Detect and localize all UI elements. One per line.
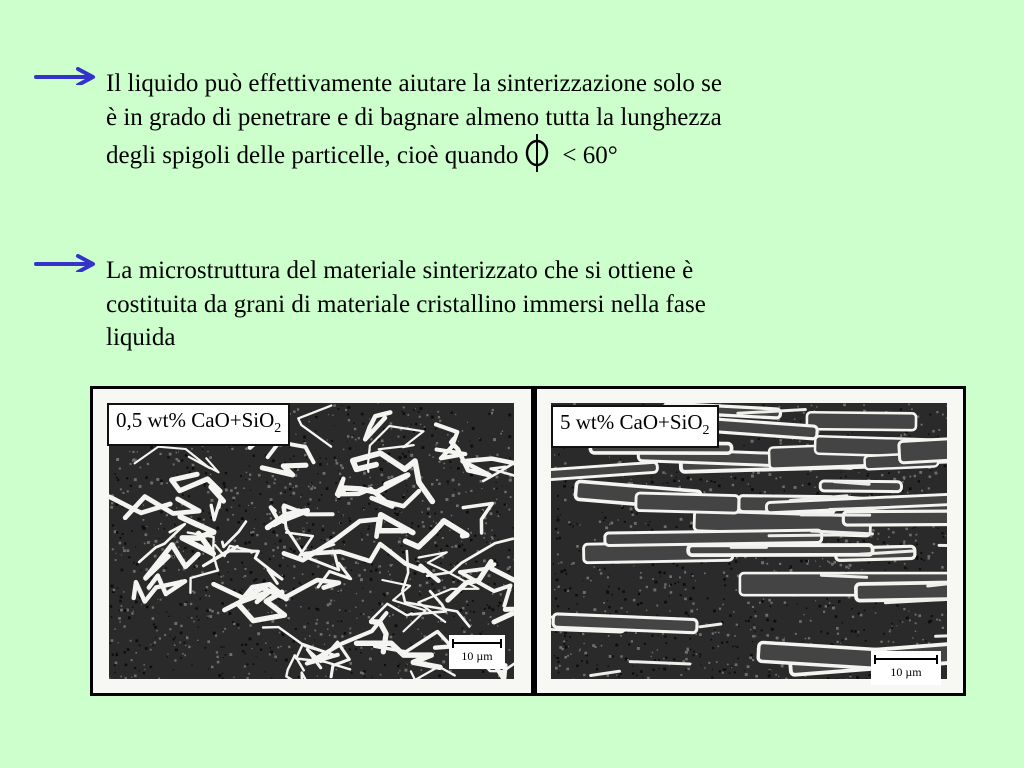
scale-bar-left <box>449 635 505 669</box>
bullet-2-line-1: La microstruttura del materiale sinterizzato che si ottiene è <box>106 257 694 284</box>
micrograph-figures <box>90 386 966 696</box>
micrograph-left-label-text: 0,5 wt% CaO+SiO <box>116 408 275 432</box>
phi-symbol-icon <box>522 134 552 172</box>
scale-bar-left-icon <box>451 637 503 649</box>
micrograph-left <box>90 386 534 696</box>
micrograph-right <box>534 386 966 696</box>
angle-condition: < 60° <box>562 142 618 169</box>
scale-bar-right-label: 10 µm <box>890 665 922 679</box>
bullet-2-line-2: costituita da grani di materiale cristallino immersi nella fase <box>106 290 706 318</box>
micrograph-right-label-text: 5 wt% CaO+SiO <box>560 410 703 434</box>
bullet-1-line-1: Il liquido può effettivamente aiutare la sinterizzazione solo se <box>106 70 722 97</box>
bullet-1-line-3-text: degli spigoli delle particelle, cioè quando <box>106 142 519 169</box>
bullet-2-text <box>106 254 706 355</box>
bullet-1-line-3 <box>106 134 722 173</box>
bullet-1-text <box>106 67 722 173</box>
scale-bar-left-label: 10 µm <box>461 649 493 663</box>
micrograph-left-label-subscript: 2 <box>274 421 282 437</box>
bullet-2 <box>34 254 706 355</box>
arrow-right-icon <box>34 65 96 85</box>
arrow-right-icon <box>34 252 96 272</box>
micrograph-left-label <box>107 403 290 446</box>
bullet-1-line-2: è in grado di penetrare e di bagnare almeno tutta la lunghezza <box>106 103 722 131</box>
micrograph-right-label <box>551 405 719 448</box>
scale-bar-right <box>871 651 941 685</box>
scale-bar-right-icon <box>873 653 939 665</box>
micrograph-right-label-subscript: 2 <box>702 423 710 439</box>
bullet-2-line-3: liquida <box>106 324 176 351</box>
bullet-1 <box>34 67 722 173</box>
